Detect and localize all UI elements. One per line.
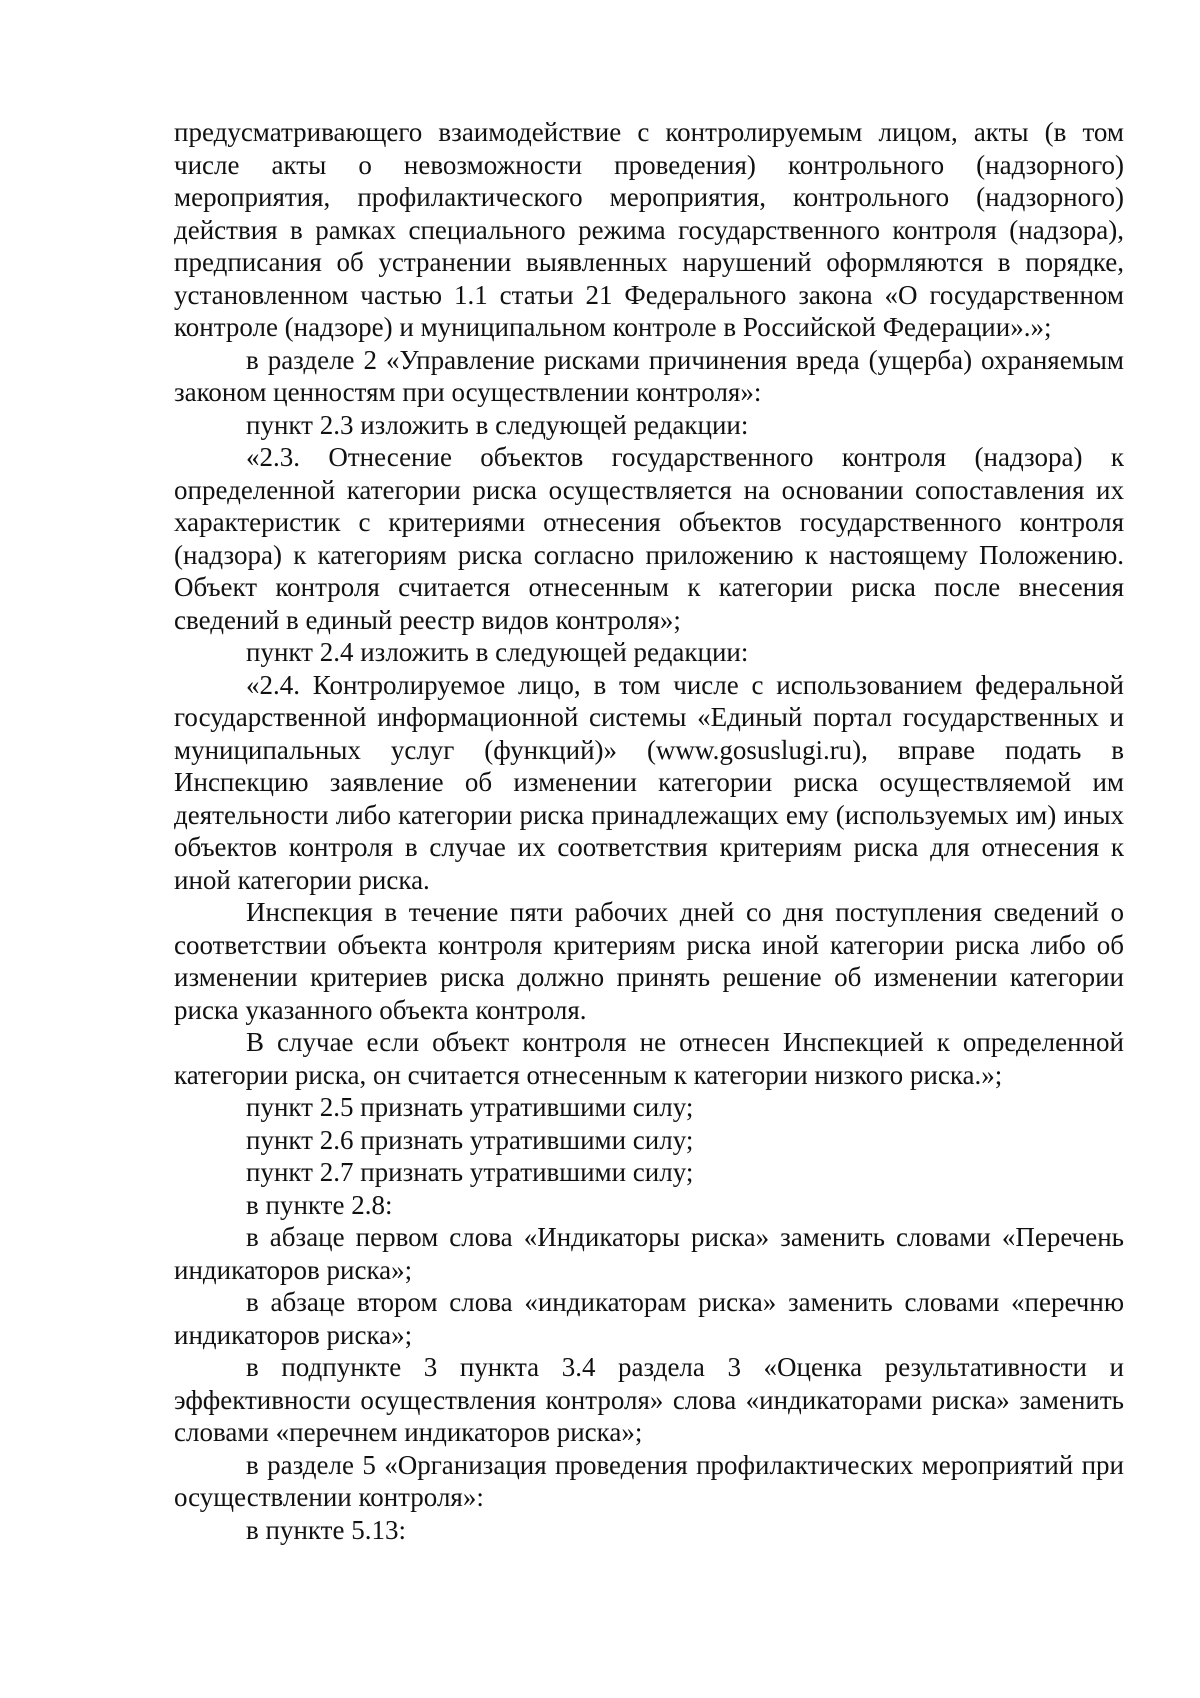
paragraph-item-2-8-second: в абзаце втором слова «индикаторам риска» заменить словами «перечню индикаторов риска»; — [174, 1287, 1124, 1350]
paragraph-item-2-5: пункт 2.5 признать утратившими силу; — [246, 1092, 694, 1122]
paragraph-item-2-3-heading: пункт 2.3 изложить в следующей редакции: — [246, 409, 749, 440]
paragraph-item-2-4-heading: пункт 2.4 изложить в следующей редакции: — [246, 637, 749, 667]
paragraph-inspection-deadline: Инспекция в течение пяти рабочих дней со дня поступления сведений о соответствии объекта контроля критериям риска иной категории риска либо об изменении критериев риска должно принять решение об изменении категории риска указанного объекта контроля. — [174, 897, 1124, 1025]
paragraph-low-risk-default: В случае если объект контроля не отнесен Инспекцией к определенной категории риска, он считается отнесенным к категории низкого риска.»; — [174, 1027, 1124, 1090]
document-text — [174, 116, 1124, 1546]
paragraph-item-2-3-text: «2.3. Отнесение объектов государственного контроля (надзора) к определенной категории риска осуществляется на основании сопоставления их характеристик с критериями отнесения объектов государственного контроля (надзора) к категориям риска согласно приложению к настоящему Положению. Объект контроля считается отнесенным к категории риска после внесения сведений в единый реестр видов контроля»; — [174, 442, 1124, 635]
paragraph-item-5-13: в пункте 5.13: — [246, 1514, 406, 1545]
paragraph-continuation: предусматривающего взаимодействие с контролируемым лицом, акты (в том числе акты о невозможности проведения) контрольного (надзорного) мероприятия, профилактического мероприятия, контрольного (надзорного) действия в рамках специального режима государственного контроля (надзора), предписания об устранении выявленных нарушений оформляются в порядке, установленном частью 1.1 статьи 21 Федерального закона «О государственном контроле (надзоре) и муниципальном контроле в Российской Федерации».»; — [174, 117, 1124, 342]
paragraph-item-2-8-first: в абзаце первом слова «Индикаторы риска» заменить словами «Перечень индикаторов риска»; — [174, 1222, 1124, 1285]
paragraph-item-2-7: пункт 2.7 признать утратившими силу; — [246, 1157, 694, 1187]
paragraph-section-5-intro: в разделе 5 «Организация проведения профилактических мероприятий при осуществлении контроля»: — [174, 1449, 1124, 1512]
paragraph-item-2-6: пункт 2.6 признать утратившими силу; — [246, 1124, 694, 1155]
paragraph-item-2-8: в пункте 2.8: — [246, 1189, 393, 1220]
paragraph-section-2-intro: в разделе 2 «Управление рисками причинения вреда (ущерба) охраняемым законом ценностям при осуществлении контроля»: — [174, 344, 1124, 407]
paragraph-item-2-4-text: «2.4. Контролируемое лицо, в том числе с использованием федеральной государственной информационной системы «Единый портал государственных и муниципальных услуг (функций)» (www.gosuslugi.ru), вправе подать в Инспекцию заявление об изменении категории риска осуществляемой им деятельности либо категории риска принадлежащих ему (используемых им) иных объектов контроля в случае их соответствия критериям риска для отнесения к иной категории риска. — [174, 669, 1124, 895]
paragraph-item-3-4: в подпункте 3 пункта 3.4 раздела 3 «Оценка результативности и эффективности осуществления контроля» слова «индикаторами риска» заменить словами «перечнем индикаторов риска»; — [174, 1352, 1124, 1447]
